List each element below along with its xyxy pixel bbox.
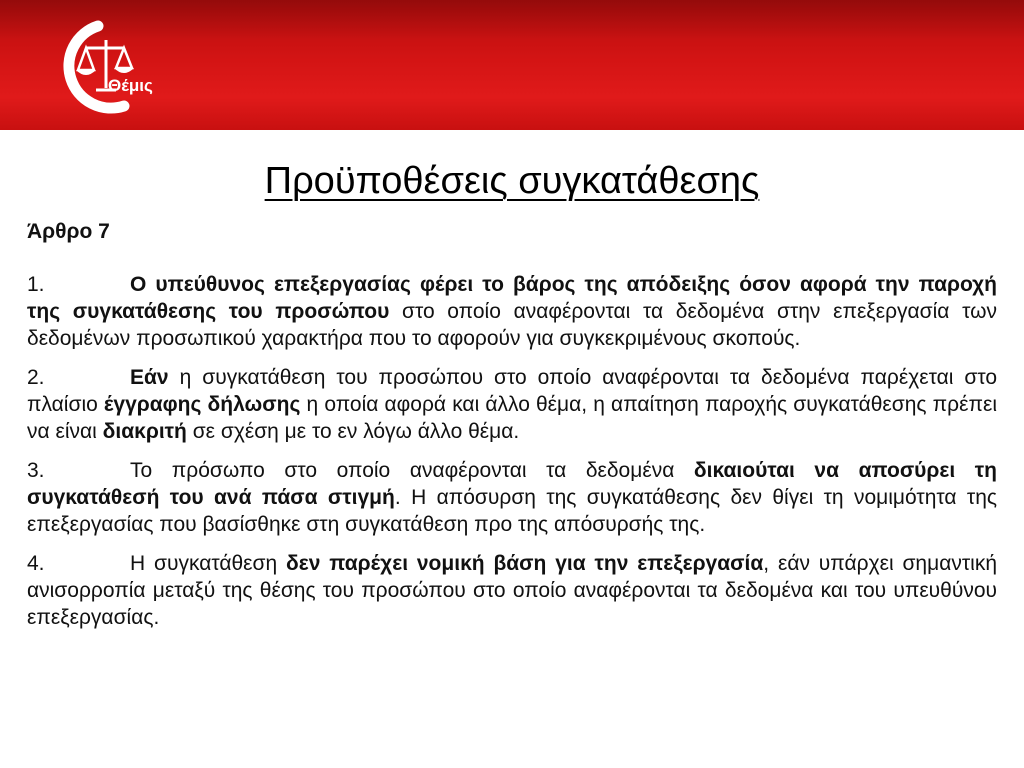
bold-text: δεν παρέχει νομική βάση για την επεξεργασία <box>286 552 764 575</box>
slide-content <box>27 218 997 643</box>
bold-text: διακριτή <box>102 420 187 443</box>
article-label: Άρθρο 7 <box>27 220 110 243</box>
bold-text: έγγραφης δήλωσης <box>103 393 301 416</box>
paragraph-number: 3. <box>27 459 45 482</box>
bold-text: Ο υπεύθυνος επεξεργασίας φέρει το βάρος της απόδειξης όσον αφορά την παροχή της συγκατάθεσης του προσώπου <box>27 273 997 323</box>
body-text: στο οποίο αναφέρονται τα δεδομένα στην επεξεργασία των δεδομένων προσωπικού χαρακτήρα που το αφορούν για συγκεκριμένους σκοπούς. <box>27 300 998 350</box>
body-text: η οποία αφορά και άλλο θέμα, η απαίτηση παροχής συγκατάθεσης πρέπει να είναι <box>27 393 997 443</box>
paragraph-number: 1. <box>27 273 45 296</box>
body-text: , εάν υπάρχει σημαντική ανισορροπία μεταξύ της θέσης του προσώπου στο οποίο αναφέρονται τα δεδομένα και του υπευθύνου επεξεργασίας. <box>27 552 997 629</box>
logo-text: Θέμις <box>108 76 153 95</box>
paragraph-1 <box>27 271 997 352</box>
paragraph-4 <box>27 550 997 631</box>
paragraph-number: 2. <box>27 366 45 389</box>
body-text: Το πρόσωπο στο οποίο αναφέρονται τα δεδομένα <box>130 459 694 482</box>
body-text: η συγκατάθεση του προσώπου στο οποίο αναφέρονται τα δεδομένα παρέχεται στο πλαίσιο <box>27 366 997 416</box>
body-text: . Η απόσυρση της συγκατάθεσης δεν θίγει τη νομιμότητα της επεξεργασίας που βασίσθηκε στη συγκατάθεση προ της απόσυρσής της. <box>27 486 997 536</box>
body-text: Η συγκατάθεση <box>130 552 287 575</box>
paragraph-number: 4. <box>27 552 45 575</box>
header-banner <box>0 0 1024 130</box>
paragraph-2 <box>27 364 997 445</box>
paragraph-3 <box>27 457 997 538</box>
bold-text: Εάν <box>130 366 169 389</box>
body-text: σε σχέση με το εν λόγω άλλο θέμα. <box>186 420 520 443</box>
slide-title: Προϋποθέσεις συγκατάθεσης <box>264 160 760 202</box>
bold-text: δικαιούται να αποσύρει τη συγκατάθεσή του ανά πάσα στιγμή <box>27 459 997 509</box>
scales-of-justice-logo-icon <box>40 18 170 118</box>
